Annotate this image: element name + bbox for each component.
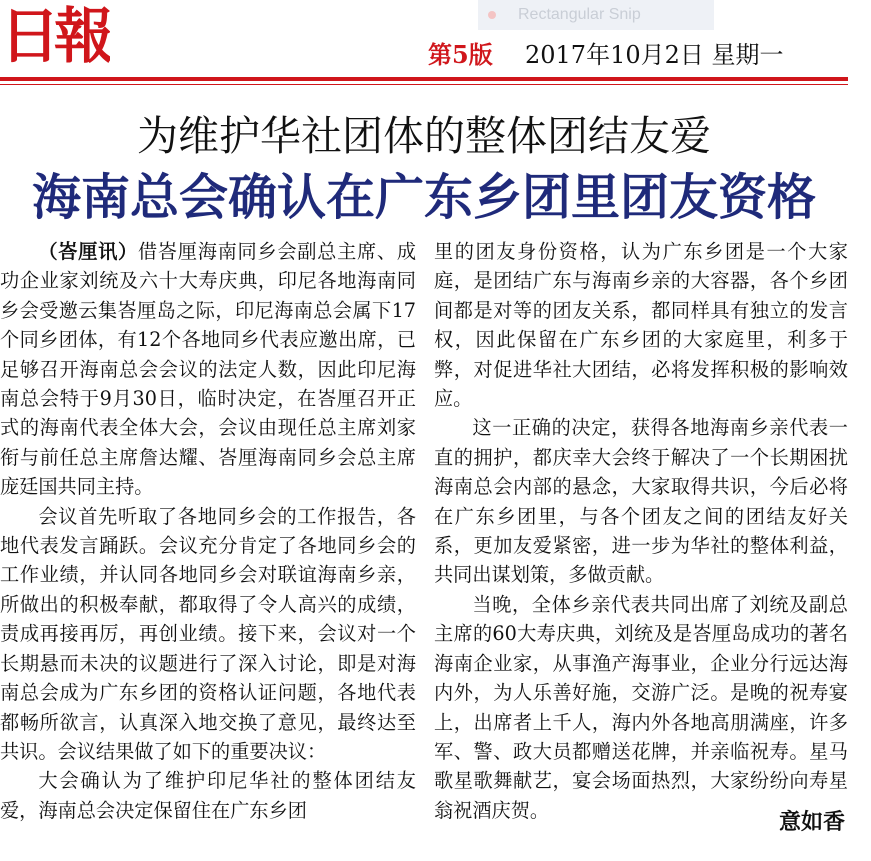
edition-number: 第5版 (428, 40, 493, 69)
article-paragraph: 里的团友身份资格，认为广东乡团是一个大家庭，是团结广东与海南乡亲的大容器，各个乡团间都是对等的团友关系，都同样具有独立的发言权，因此保留在广东乡团的大家庭里，利多于弊，对促进华社大团结，必将发挥积极的影响效应。 (434, 240, 848, 411)
article-paragraph: 这一正确的决定，获得各地海南乡亲代表一直的拥护，都庆幸大会终于解决了一个长期困扰海南总会内部的悬念，大家取得共识，今后必将在广东乡团里，与各个团友之间的团结友好关系，更加友爱紧密，进一步为华社的整体利益，共同出谋划策，多做贡献。 (434, 416, 848, 587)
masthead-rule-thin (0, 84, 848, 85)
article-paragraph (0, 237, 416, 502)
masthead-rule-thick (0, 77, 848, 81)
article-paragraph: 大会确认为了维护印尼华社的整体团结友爱，海南总会决定保留住在广东乡团 (0, 769, 416, 822)
snip-mode-label: Rectangular Snip (518, 6, 641, 23)
article-paragraph: 当晚，全体乡亲代表共同出席了刘统及副总主席的60大寿庆典，刘统及是峇厘岛成功的著名海南企业家，从事渔产海事业，企业分行远达海内外，为人乐善好施，交游广泛。是晚的祝寿宴上，出席者上千人，海内外各地高朋满座，许多军、警、政大员都赠送花牌，并亲临祝寿。星马歌星歌舞献艺，宴会场面热烈，大家纷纷向寿星翁祝酒庆贺。 (434, 592, 848, 822)
article-headline: 海南总会确认在广东乡团里团友资格 (31, 169, 816, 226)
article-column-left (0, 237, 416, 825)
article-column-right (434, 237, 848, 825)
newspaper-logo: 日報 (0, 2, 108, 72)
snip-record-icon (488, 11, 496, 19)
dateline-tag: （峇厘讯） (38, 240, 138, 263)
rectangular-snip-overlay[interactable] (478, 0, 714, 30)
paragraph-text: 借峇厘海南同乡会副总主席、成功企业家刘统及六十大寿庆典，印尼各地海南同乡会受邀云集峇厘岛之际，印尼海南总会属下17个同乡团体，有12个各地同乡代表应邀出席，已足够召开海南总会会议的法定人数，因此印尼海南总会特于9月30日，临时决定，在峇厘召开正式的海南代表全体大会，会议由现任总主席刘家衔与前任总主席詹达耀、峇厘海南同乡会总主席庞廷国共同主持。 (0, 240, 417, 499)
issue-date: 2017年10月2日 星期一 (525, 41, 784, 69)
article-author: 意如香 (778, 810, 845, 835)
article-subtitle: 为维护华社团体的整体团结友爱 (137, 112, 711, 160)
article-paragraph: 会议首先听取了各地同乡会的工作报告，各地代表发言踊跃。会议充分肯定了各地同乡会的工作业绩，并认同各地同乡会对联谊海南乡亲，所做出的积极奉献，都取得了令人高兴的成绩，责成再接再厉，再创业绩。接下来，会议对一个长期悬而未决的议题进行了深入讨论，即是对海南总会成为广东乡团的资格认证问题，各地代表都畅所欲言，认真深入地交换了意见，最终达至共识。会议结果做了如下的重要决议： (0, 504, 416, 763)
